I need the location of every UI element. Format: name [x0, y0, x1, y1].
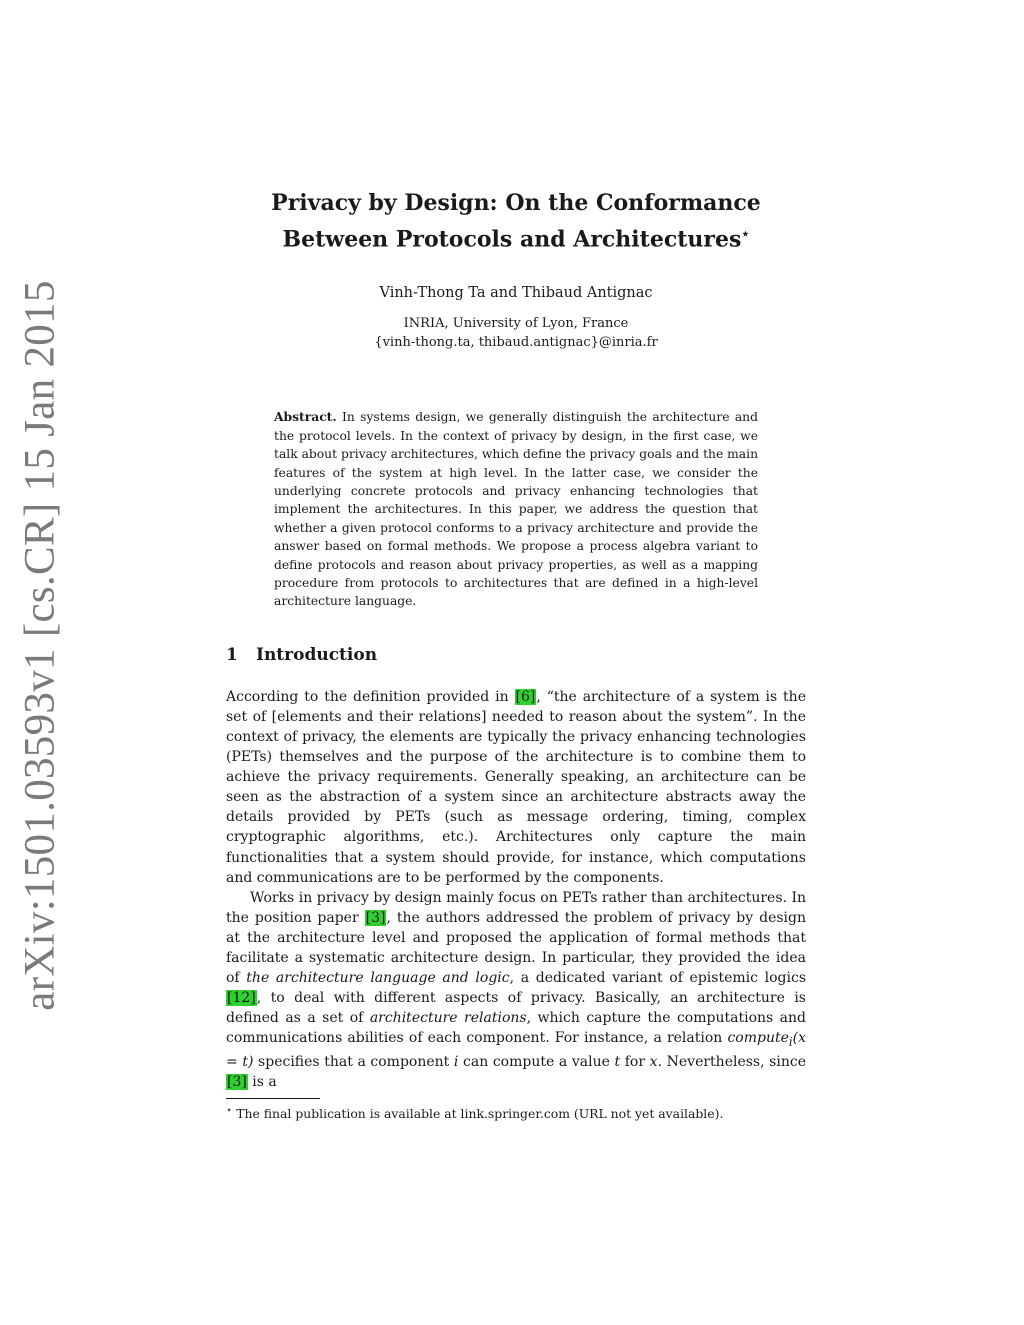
citation-link[interactable]: [3]	[365, 909, 386, 926]
affiliation-block	[226, 314, 806, 352]
citation-link[interactable]: [6]	[515, 688, 536, 705]
arxiv-side-stamp	[6, 279, 74, 1011]
math-var: i	[453, 1054, 459, 1071]
section-title: Introduction	[256, 644, 378, 665]
paragraph-2: Works in privacy by design mainly focus on PETs rather than architectures. In the position paper [3], the authors addressed the problem of privacy by design at the architecture level and proposed the application of formal methods that facilitate a systematic architecture design. In particular, they provided the idea of the architecture language and logic, a dedicated variant of epistemic logics [12], to deal with different aspects of privacy. Basically, an architecture is defined as a set of architecture relations, which capture the computations and communications abilities of each component. For instance, a relation compute$_i$(x = t) specifies that a component i can compute a value t for x. Nevertheless, since [3] is a	[226, 889, 807, 1091]
title-line-2: Between Protocols and Architectures	[282, 226, 742, 253]
footnote-rule	[226, 1098, 320, 1099]
citation-link[interactable]: [3]	[227, 1074, 247, 1091]
arxiv-identifier: arXiv:1501.03593v1 [cs.CR] 15 Jan 2015	[16, 279, 64, 1011]
authors: Vinh-Thong Ta and Thibaud Antignac	[379, 285, 653, 302]
math-var: t	[614, 1054, 621, 1071]
affiliation: INRIA, University of Lyon, France	[403, 316, 629, 332]
section-number: 1	[226, 644, 238, 665]
title-footnote-mark[interactable]: ⋆	[741, 227, 750, 242]
paper-title	[226, 188, 806, 255]
section-heading	[226, 645, 806, 665]
author-emails: {vinh-thong.ta, thibaud.antignac}@inria.fr	[374, 335, 658, 351]
abstract-text: In systems design, we generally distinguish the architecture and the protocol levels. In the context of privacy by design, in the first case, we talk about privacy architectures, which define the privacy goals and the main features of the system at high level. In the latter case, we consider the underlying concrete protocols and privacy enhancing technologies that implement the architectures. In this paper, we address the question that whether a given protocol conforms to a privacy architecture and provide the answer based on formal methods. We propose a process algebra variant to define protocols and reason about privacy properties, as well as a mapping procedure from protocols to architectures that are defined in a high-level architecture language.	[274, 410, 758, 609]
math-args: (x = t)	[226, 1030, 806, 1071]
emphasis: architecture relations	[369, 1010, 527, 1027]
emphasis: the architecture language and logic	[246, 970, 510, 987]
footnote	[226, 1105, 806, 1121]
title-line-1: Privacy by Design: On the Conformance	[271, 190, 761, 216]
abstract	[274, 408, 758, 610]
paragraph-1: According to the definition provided in [6], “the architecture of a system is the set of [elements and their relations] needed to reason about the system”. In the context of privacy, the elements are typically the privacy enhancing technologies (PETs) themselves and the purpose of the architecture is to combine them to achieve the privacy requirements. Generally speaking, an architecture can be seen as the abstraction of a system since an architecture abstracts away the details provided by PETs (such as message ordering, timing, complex cryptographic algorithms, etc.). Architectures only capture the main functionalities that a system should provide, for instance, which computations and communications are to be performed by the components.	[226, 688, 806, 886]
math-var: x	[649, 1054, 658, 1071]
math-compute: compute	[727, 1030, 789, 1047]
footnote-text: The final publication is available at link.springer.com (URL not yet available).	[236, 1106, 724, 1122]
citation-link[interactable]: [12]	[227, 990, 256, 1007]
paper-page	[226, 188, 806, 1122]
abstract-label: Abstract.	[274, 409, 337, 425]
footnote-mark: ⋆	[226, 1105, 233, 1117]
math-subscript: i	[788, 1035, 793, 1050]
